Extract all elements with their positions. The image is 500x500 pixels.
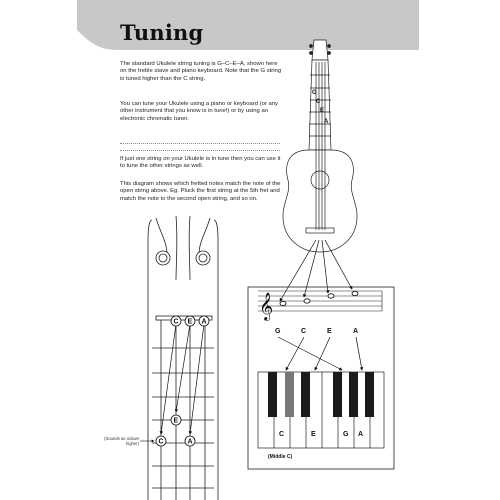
intro-paragraph: The standard Ukulele string tuning is G–C–E–A, shown here on the treble stave and piano keyboard. Note that the G string is tuned higher than the C string. [120,61,282,82]
fretted-note-e: E [173,417,179,425]
diagram-explanation-paragraph: This diagram shows which fretted notes match the note of the open string above. Eg. Pluck the first string at the 5th fret and match the note to the second open string, and so on. [120,181,281,202]
stave-label-c: C [301,328,307,335]
stave-note-labels [275,328,358,335]
stave-note-e [328,294,334,298]
open-string-notes [171,316,209,326]
stave-label-e: E [327,328,332,335]
fretted-note-a: A [187,438,193,446]
stave-label-a: A [353,328,359,335]
open-note-c: C [173,318,179,326]
open-note-a: A [201,318,207,326]
middle-c-label: (Middle C) [268,454,293,460]
treble-clef-icon: 𝄞 [259,292,274,320]
stave-label-g: G [275,328,281,335]
octave-side-note: (Sounds an octave higher) [104,436,139,446]
page-title: Tuning [120,20,204,45]
tuning-method-paragraph: You can tune your Ukulele using a piano or keyboard (or any other instrument that you know is in tune!) or by using an electronic chromatic tuner. [120,101,278,122]
treble-stave [258,291,382,311]
ukulele-label-e: E [320,108,325,114]
stave-note-c [304,299,310,303]
key-label-g: G [343,431,349,438]
relative-tuning-paragraph: If just one string on your Ukulele is in tune then you can use it to tune the other strings as well. [120,156,281,170]
ukulele-label-c: C [316,99,321,105]
fretted-note-c: C [158,438,164,446]
ukulele-label-a: A [324,119,329,125]
piano-keyboard [258,372,384,448]
stave-note-g [280,301,286,305]
key-label-e: E [311,431,316,438]
key-label-a: A [358,431,364,438]
stave-note-a [352,291,358,295]
fretboard-diagram [148,216,218,500]
stave-notes [280,291,358,305]
open-note-e: E [187,318,193,326]
fretboard-arrows [161,324,204,434]
ukulele-label-g: G [312,90,317,96]
ukulele-illustration [283,40,357,252]
key-label-c: C [279,431,285,438]
stave-to-keyboard-arrows [278,337,362,370]
